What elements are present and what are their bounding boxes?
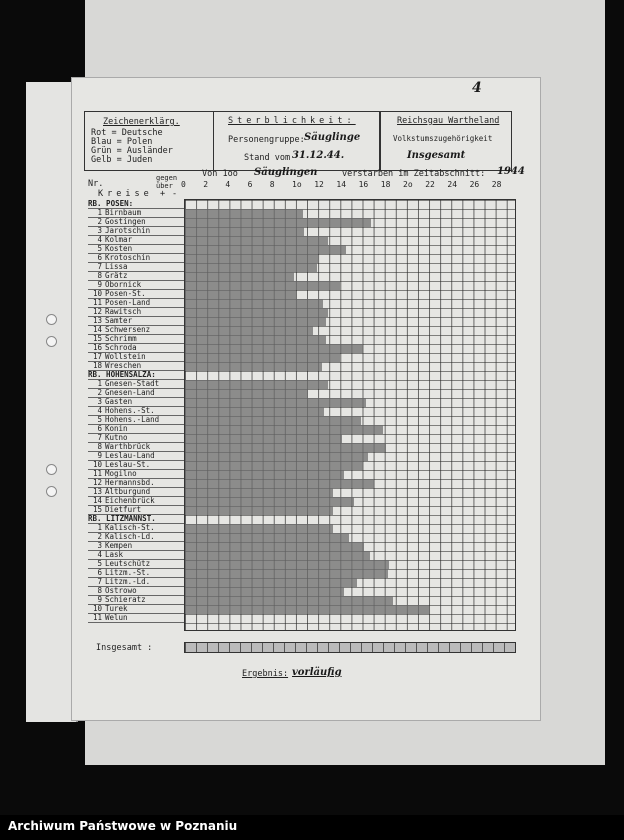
district-number: 8 [97,586,102,595]
region-name: Reichsgau Wartheland [397,116,500,126]
district-name: Grätz [105,271,128,280]
bar-birnbaum [185,209,303,218]
bar-wollstein [185,353,340,362]
district-name: Wreschen [105,361,142,370]
district-number: 9 [97,595,102,604]
district-name: Rawitsch [105,307,142,316]
district-number: 11 [92,613,102,622]
district-number: 4 [97,235,102,244]
x-tick-label: 12 [314,180,324,189]
legend-item: Rot = Deutsche [91,128,163,138]
district-number: 6 [97,568,102,577]
district-name: Gostingen [105,217,146,226]
district-number: 17 [92,352,102,361]
district-name: Gnesen-Stadt [105,379,160,388]
punch-hole [46,486,57,497]
district-name: Hermannsbd. [105,478,155,487]
bar-leslau-st- [185,461,363,470]
legend-box [84,111,214,171]
bar-dietfurt [185,506,333,515]
district-name: Schrimm [105,334,137,343]
district-number: 7 [97,262,102,271]
district-name: Kalisch-St. [105,523,155,532]
x-tick-label: 2o [403,180,413,189]
district-name: Kosten [105,244,133,253]
district-number: 12 [92,307,102,316]
bar-hohens-land [185,416,361,425]
bar-kalisch-st- [185,524,333,533]
bar-kutno [185,434,342,443]
footnote-value: vorläufig [292,667,342,678]
district-number: 1 [97,379,102,388]
district-number: 14 [92,325,102,334]
district-number: 16 [92,343,102,352]
bar-schrimm [185,335,326,344]
district-number: 1 [97,208,102,217]
district-name: Kutno [105,433,128,442]
bar-hohens-st- [185,407,324,416]
district-number: 1 [97,523,102,532]
col-nr: Nr. [88,179,104,189]
region-box [380,111,512,171]
bar-eichenbr-ck [185,497,354,506]
district-name: Leslau-St. [105,460,151,469]
group-value: Säuglinge [304,132,361,143]
district-number: 6 [97,424,102,433]
bar-krotoschin [185,254,318,263]
total-label: Insgesamt : [96,643,153,653]
district-name: Posen-St. [105,289,146,298]
district-name: Leslau-Land [105,451,155,460]
bar-altburgund [185,488,333,497]
col-plus: + [160,189,166,199]
col-kreise: Kreise [98,189,153,199]
district-name: Welun [105,613,128,622]
district-number: 5 [97,559,102,568]
district-name: Warthbrück [105,442,151,451]
x-tick-label: 22 [425,180,435,189]
district-name: Posen-Land [105,298,151,307]
district-name: Turek [105,604,128,613]
col-compared: gegen über [156,174,178,190]
bar-gnesen-stadt [185,380,328,389]
archive-footer [0,815,624,840]
bar-lask [185,551,370,560]
region-header: RB. HOHENSALZA: [88,370,184,380]
region-header: RB. POSEN: [88,199,184,209]
district-number: 13 [92,487,102,496]
district-number: 8 [97,271,102,280]
district-name: Lissa [105,262,128,271]
bar-litzm-ld- [185,578,357,587]
bar-gasten [185,398,366,407]
bar-gnesen-land [185,389,308,398]
bar-obornick [185,281,340,290]
district-name: Leutschütz [105,559,151,568]
district-name: Obornick [105,280,142,289]
district-number: 2 [97,217,102,226]
x-tick-label: 26 [469,180,480,189]
x-tick-label: 1o [292,180,302,189]
legend-title: Zeichenerklärg. [103,117,180,127]
district-name: Altburgund [105,487,151,496]
district-number: 18 [92,361,102,370]
bar-gostingen [185,218,371,227]
bar-gr-tz [185,272,294,281]
district-number: 5 [97,415,102,424]
district-name: Schwersenz [105,325,151,334]
statistics-form [72,78,540,720]
district-name: Kolmar [105,235,133,244]
district-number: 2 [97,388,102,397]
district-name: Hohens.-St. [105,406,155,415]
bar-posen-land [185,299,323,308]
bar-kempen [185,542,364,551]
district-name: Birnbaum [105,208,142,217]
x-tick-label: 28 [491,180,502,189]
district-number: 10 [92,604,102,613]
footnote-label: Ergebnis: [242,669,289,679]
bar-ostrowo [185,587,344,596]
bar-hermannsbd- [185,479,374,488]
axis-caption-suffix: verstarben im Zeitabschnitt: [342,169,486,179]
bar-schwersenz [185,326,313,335]
district-number: 7 [97,433,102,442]
district-number: 9 [97,451,102,460]
district-number: 3 [97,226,102,235]
punch-hole [46,314,57,325]
district-name: Jarotschin [105,226,151,235]
district-number: 2 [97,532,102,541]
region-header: RB. LITZMANNST. [88,514,184,524]
x-tick-label: 24 [447,180,458,189]
bar-leutsch-tz [185,560,389,569]
date-label: Stand vom [244,153,291,163]
bar-mogilno [185,470,344,479]
bar-jarotschin [185,227,304,236]
bar-kosten [185,245,346,254]
axis-caption-prefix: Von 1oo [202,169,238,179]
district-name: Dietfurt [105,505,142,514]
district-name: Kempen [105,541,133,550]
bar-kolmar [185,236,328,245]
bar-turek [185,605,429,614]
date-value: 31.12.44. [292,150,345,161]
district-number: 7 [97,577,102,586]
ethnicity-label: Volkstumszugehörigkeit [393,134,493,143]
x-tick-label: 18 [380,180,391,189]
axis-caption-handwritten: Säuglingen [254,167,318,178]
x-tick-label: 2 [203,180,209,189]
district-number: 15 [92,505,102,514]
bar-chart-grid [184,199,516,631]
x-tick-label: 14 [336,180,347,189]
district-number: 5 [97,244,102,253]
district-name: Kalisch-Ld. [105,532,155,541]
district-name: Eichenbrück [105,496,155,505]
bar-rawitsch [185,308,328,317]
district-name: Wollstein [105,352,146,361]
bar-samter [185,317,326,326]
axis-caption-year: 1944 [497,166,525,177]
district-number: 3 [97,397,102,406]
bar-leslau-land [185,452,368,461]
district-name: Schieratz [105,595,146,604]
district-name: Mogilno [105,469,137,478]
district-name: Samter [105,316,133,325]
district-number: 4 [97,406,102,415]
x-tick-label: 8 [269,180,275,189]
district-number: 11 [92,469,102,478]
bar-schroda [185,344,363,353]
district-number: 6 [97,253,102,262]
bar-kalisch-ld- [185,533,349,542]
district-number: 13 [92,316,102,325]
punch-hole [46,336,57,347]
group-label: Personengruppe: [228,135,305,145]
col-minus: - [172,189,178,199]
district-name: Hohens.-Land [105,415,160,424]
bar-warthbr-ck [185,443,386,452]
x-tick-label: 6 [247,180,253,189]
district-number: 8 [97,442,102,451]
form-title: Sterblichkeit: [228,116,356,126]
page-number: 4 [472,80,482,96]
district-name: Konin [105,424,128,433]
x-tick-label: 16 [358,180,369,189]
punch-hole [46,464,57,475]
district-name: Krotoschin [105,253,151,262]
district-number: 4 [97,550,102,559]
district-number: 11 [92,298,102,307]
district-name: Litzm.-Ld. [105,577,151,586]
district-name: Lask [105,550,124,559]
district-name: Gnesen-Land [105,388,155,397]
district-number: 12 [92,478,102,487]
district-name: Litzm.-St. [105,568,151,577]
total-row [184,642,516,653]
bar-litzm-st- [185,569,388,578]
binder-strip [26,82,78,722]
ethnicity-value: Insgesamt [407,150,466,161]
legend-item: Blau = Polen [91,137,153,147]
legend-item: Grün = Ausländer [91,146,173,156]
bar-wreschen [185,362,322,371]
bar-posen-st- [185,290,296,299]
district-row [88,613,184,623]
district-number: 14 [92,496,102,505]
title-box [213,111,380,171]
district-name: Schroda [105,343,137,352]
x-tick-label: 0 [181,180,186,189]
bar-schieratz [185,596,393,605]
district-number: 3 [97,541,102,550]
x-tick-label: 4 [225,180,231,189]
legend-item: Gelb = Juden [91,155,153,165]
district-name: Ostrowo [105,586,137,595]
bar-konin [185,425,383,434]
district-number: 9 [97,280,102,289]
archive-name: Archiwum Państwowe w Poznaniu [8,819,238,833]
district-number: 15 [92,334,102,343]
district-name: Gasten [105,397,133,406]
district-number: 10 [92,289,102,298]
district-number: 10 [92,460,102,469]
bar-lissa [185,263,317,272]
